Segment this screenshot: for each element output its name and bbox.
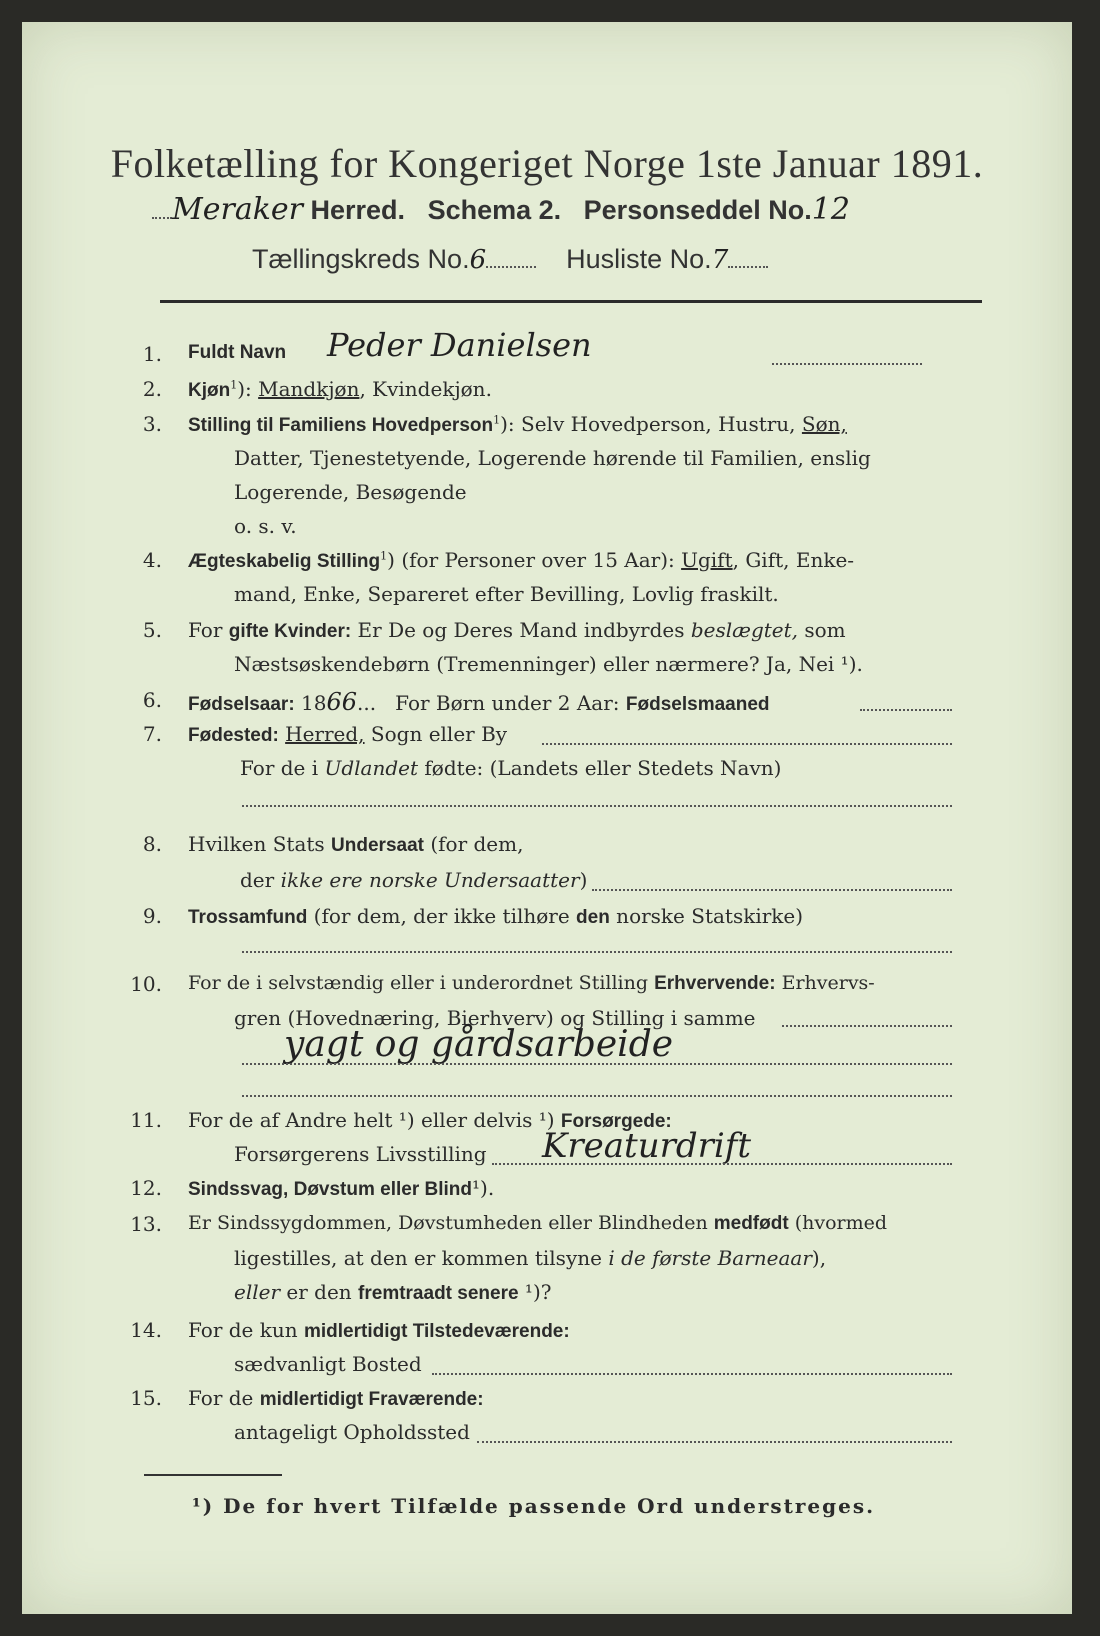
husliste-label: Husliste No. (566, 244, 712, 274)
item-number: 9. (142, 904, 162, 928)
text: For de kun (188, 1318, 304, 1342)
item-14-line2: sædvanligt Bosted (234, 1352, 422, 1376)
fodselsaar-value: 66 (326, 688, 358, 716)
text: For (188, 618, 223, 642)
text: For Børn under 2 Aar: (395, 691, 620, 715)
text: Hvilken Stats (188, 832, 332, 856)
personseddel-label: Personseddel No. (583, 195, 812, 225)
dotted-line (242, 804, 952, 807)
item-number: 4. (142, 548, 162, 572)
item-number: 8. (142, 832, 162, 856)
footnote-divider (144, 1474, 282, 1476)
text: ): (237, 377, 259, 401)
dotted-line (242, 1062, 952, 1065)
text: er den (280, 1280, 359, 1304)
text: ): Selv Hovedperson, Hustru, (500, 412, 802, 436)
text: , Gift, Enke- (732, 548, 855, 572)
item-11-line2: Forsørgerens Livsstilling (234, 1142, 487, 1166)
text: For de i (240, 756, 325, 780)
item-10-line2: gren (Hovednæring, Bierhverv) og Stilling i samme (234, 1006, 756, 1030)
tilstedevaerende-label: midlertidigt Tilstedeværende: (303, 1321, 570, 1342)
item-number: 1. (142, 342, 162, 366)
text: Udlandet (324, 756, 419, 780)
fremtraadt-label: fremtraadt senere (358, 1283, 519, 1304)
gifte-kvinder-label: gifte Kvinder: (228, 621, 352, 642)
forsorger-value: Kreaturdrift (542, 1126, 751, 1166)
text: eller (234, 1280, 281, 1304)
personseddel-value: 12 (811, 192, 850, 227)
trossamfund-label: Trossamfund (188, 907, 308, 928)
census-form-page: Folketælling for Kongeriget Norge 1ste Januar 1891. Meraker Herred. Schema 2. Personseddel No.12 Tællingskreds No.6 Husliste No.7 1. Fuldt Navn Peder Danielsen 2. Kjøn$^1$): Mandkjøn, Kvindekjøn. 3. Stilling til Familiens Hovedperson$^1$): Selv Hovedperson, Hustru, Søn, Datter, Tjenestetyende, Logerende hørende til Familien, enslig Logerende, Besøgende o. s. v. 4. Ægteskabelig Stilling$^1$) (for Personer over 15 Aar): Ugift, Gift, Enke- mand, Enke, Separeret efter Bevilling, Lovlig fraskilt. 5. For gifte Kvinder: Er De og Deres Mand indbyrdes beslægtet, som Næstsøskendebørn (Tremenninger) eller nærmere? Ja, Nei ¹). 6. Fødselsaar: 1866... For Børn under 2 Aar: Fødselsmaaned 7. Fødested: Herred, Sogn eller By For de i Udlandet fødte: (Landets eller Stedets Navn) 8. Hvilken Stats Undersaat (for dem, der ikke ere norske Undersaatter) 9. Trossamfund (for dem, der ikke tilhøre den norske Statskirke) 10. For de i selvstændig eller i underordnet Stilling Erhvervende: Erhvervs- gren (Hovednæring, Bierhverv) og Stilling i samme yagt og gårdsarbeide 11. For de af Andre helt ¹) eller delvis ¹) Forsørgede: Forsørgerens Livsstilling Kreaturdrift 12. Sindssvag, Døvstum eller Blind¹). 13. Er Sindssygdommen, Døvstumheden eller Blindheden medfødt (hvormed ligestilles, at den er kommen tilsyne i de første Barneaar), eller er den fremtraadt senere ¹)? 14. For de kun midlertidigt Tilstedeværende: sædvanligt Bosted 15. For de midlertidigt Fraværende: antageligt Opholdssted ¹) De for hvert Tilfælde passende Ord understreges. (22, 22, 1072, 1614)
taellingskreds-label: Tællingskreds No. (252, 244, 470, 274)
text: den (576, 907, 610, 928)
item-number: 14. (130, 1318, 162, 1342)
kjon-label: Kjøn (188, 380, 231, 401)
text: ) (for Personer over 15 Aar): (387, 548, 682, 572)
taellingskreds-value: 6 (469, 245, 487, 275)
dotted-line (477, 1440, 952, 1443)
text: Er De og Deres Mand indbyrdes (351, 618, 691, 642)
item-7-line2 (240, 756, 781, 780)
text: Sogn eller By (364, 722, 508, 746)
year-prefix: 18 (301, 691, 327, 715)
dotted-line (772, 362, 922, 365)
text: som (798, 618, 846, 642)
footnote-mark: 1 (230, 378, 238, 392)
herred-line (152, 192, 850, 227)
dotted-line (782, 1024, 952, 1027)
husliste-value: 7 (711, 245, 729, 275)
kjon-option-kvindekjon: , Kvindekjøn. (359, 377, 492, 401)
text: Erhvervs- (775, 972, 875, 994)
erhverv-value: yagt og gårdsarbeide (284, 1024, 674, 1065)
sindssvag-label: Sindssvag, Døvstum eller Blind (188, 1179, 473, 1200)
item-number: 12. (130, 1176, 162, 1200)
item-3-line2: Datter, Tjenestetyende, Logerende hørende til Familien, enslig (234, 446, 871, 470)
undersaat-label: Undersaat (331, 835, 424, 856)
herred-value: Meraker (172, 192, 303, 227)
item-3-line4: o. s. v. (234, 514, 297, 538)
item-5-line2: Næstsøskendebørn (Tremenninger) eller nærmere? Ja, Nei ¹). (234, 652, 863, 676)
footnote: ¹) De for hvert Tilfælde passende Ord understreges. (192, 1494, 876, 1518)
erhvervende-label: Erhvervende: (654, 973, 776, 994)
text: i de første Barneaar (608, 1246, 812, 1270)
text: ligestilles, at den er kommen tilsyne (234, 1246, 609, 1270)
item-number: 6. (142, 688, 162, 712)
text: beslægtet, (690, 618, 799, 642)
text: der (240, 868, 281, 892)
dotted-line (492, 1162, 952, 1165)
fodested-option-herred: Herred, (285, 722, 365, 746)
kjon-option-mandkjon: Mandkjøn (258, 377, 360, 401)
item-13-line3 (234, 1280, 551, 1305)
form-title: Folketælling for Kongeriget Norge 1ste Januar 1891. (110, 141, 984, 186)
fodselsaar-label: Fødselsaar: (188, 694, 295, 715)
item-13-line2 (234, 1246, 826, 1270)
fodested-label: Fødested: (188, 725, 279, 746)
item-number: 7. (142, 722, 162, 746)
text: (for dem, der ikke tilhøre (307, 904, 577, 928)
dotted-line (432, 1372, 952, 1375)
dotted-line (542, 742, 952, 745)
text: ), (811, 1246, 827, 1270)
aegteskab-option-ugift: Ugift (681, 548, 733, 572)
dotted-line (242, 1094, 952, 1097)
item-number: 2. (142, 377, 162, 401)
footnote-mark: ¹). (472, 1176, 495, 1200)
text: Er Sindssygdommen, Døvstumheden eller Blindheden (188, 1212, 714, 1234)
item-number: 13. (130, 1212, 162, 1236)
text: (hvormed (788, 1212, 888, 1234)
text: (for dem, (423, 832, 524, 856)
item-3-line3: Logerende, Besøgende (234, 480, 467, 504)
dotted-line (860, 708, 952, 711)
item-number: 11. (130, 1108, 162, 1132)
medfodt-label: medfødt (713, 1213, 789, 1234)
fuldt-navn-label: Fuldt Navn (188, 342, 287, 363)
item-number: 15. (130, 1386, 162, 1410)
fuldt-navn-value: Peder Danielsen (327, 326, 592, 364)
text: ikke ere norske Undersaatter (280, 868, 580, 892)
dotted-line (242, 950, 952, 953)
fravaerende-label: midlertidigt Fraværende: (259, 1389, 484, 1410)
stilling-label: Stilling til Familiens Hovedperson (188, 415, 494, 436)
stilling-option-son: Søn, (801, 412, 847, 436)
text: fødte: (Landets eller Stedets Navn) (418, 756, 782, 780)
item-number: 3. (142, 412, 162, 436)
item-4-line2: mand, Enke, Separeret efter Bevilling, Lovlig fraskilt. (234, 582, 779, 606)
text: For de i selvstændig eller i underordnet Stilling (188, 972, 655, 994)
header-divider (160, 300, 982, 303)
text: For de (188, 1386, 260, 1410)
text: For de af Andre helt ¹) eller delvis ¹) (188, 1108, 561, 1132)
item-number: 10. (130, 972, 162, 996)
item-number: 5. (142, 618, 162, 642)
item-15-line2: antageligt Opholdssted (234, 1420, 470, 1444)
fodselsmaaned-label: Fødselsmaaned (625, 694, 770, 715)
item-8-line2 (240, 868, 587, 892)
text: norske Statskirke) (609, 904, 804, 928)
text: ) (579, 868, 588, 892)
schema-label: Schema 2. (427, 195, 562, 225)
aegteskab-label: Ægteskabelig Stilling (188, 551, 381, 572)
text: ¹)? (518, 1280, 552, 1304)
dotted-line (592, 888, 952, 891)
herred-label: Herred. (310, 195, 406, 225)
forsorgede-label: Forsørgede: (560, 1111, 672, 1132)
taellingskreds-line (252, 244, 768, 275)
